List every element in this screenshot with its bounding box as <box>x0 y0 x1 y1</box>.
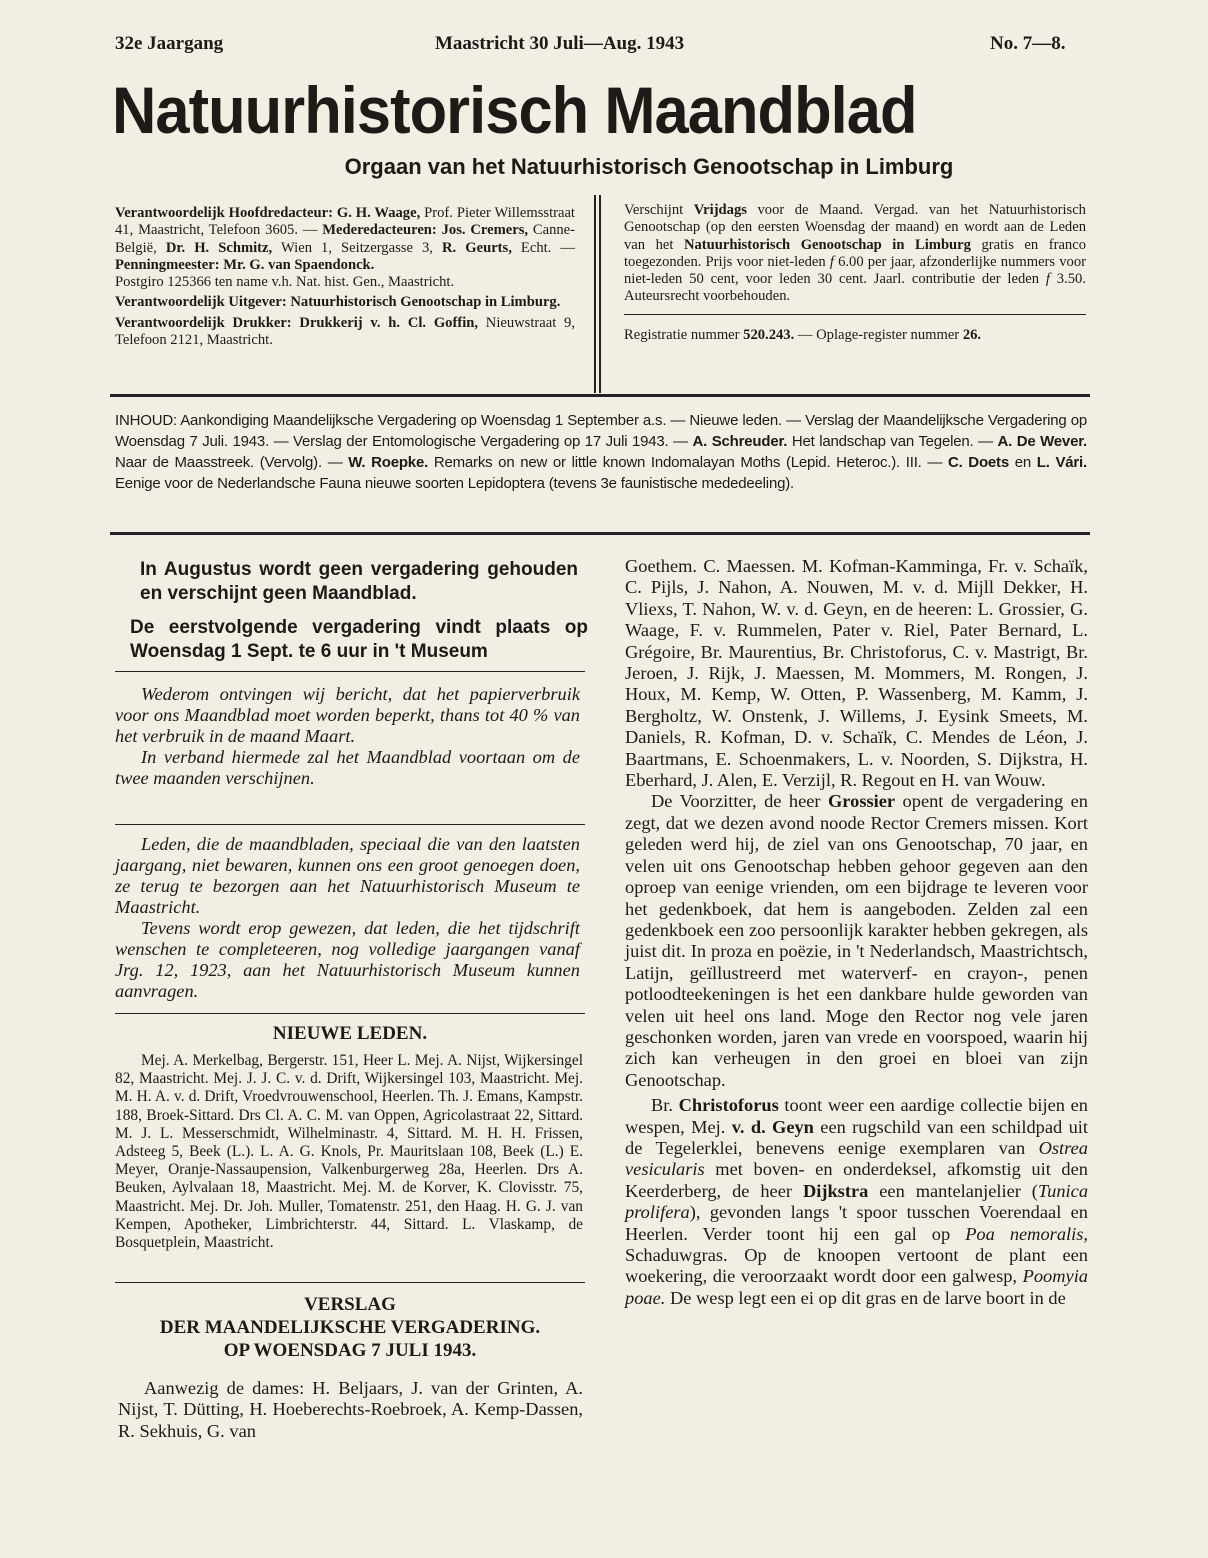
text-run: Het landschap van Tegelen. — <box>787 433 998 450</box>
members-heading: NIEUWE LEDEN. <box>272 1023 428 1044</box>
text-run: gratis en franco toegezonden. Prijs voor niet-leden <box>624 236 1086 270</box>
announcement: In Augustus wordt geen vergadering gehouden en verschijnt geen Maandblad. <box>140 559 578 604</box>
notice-text: Tevens wordt erop gewezen, dat leden, die het tijdschrift wenschen te completeeren, nog volledige jaargangen vanaf Jrg. 12, 1923, aan het Natuurhistorisch Museum kunnen aanvragen. <box>115 918 580 1001</box>
editors <box>115 205 575 274</box>
report-heading <box>115 1293 585 1362</box>
editorial-info <box>115 205 575 349</box>
divider <box>115 1282 585 1283</box>
bold-text: 26. <box>962 326 982 343</box>
bold-text: Natuurhistorisch Genootschap in Limburg <box>683 236 971 253</box>
text-run: Verschijnt <box>624 202 694 218</box>
text-run: 6.00 per jaar, afzonderlijke nummers voor niet-leden 50 cent, voor leden 30 cent. Jaarl. contributie der leden <box>624 253 1086 288</box>
bold-text: 520.243. <box>743 326 795 343</box>
text-run: Canne-België, <box>115 222 575 256</box>
text-run: Echt. — <box>511 239 575 256</box>
text-run: Postgiro 125366 ten name v.h. Nat. hist. Gen., Maastricht. <box>115 274 455 291</box>
report-heading-line: VERSLAG <box>304 1294 396 1315</box>
text-run: toont weer een aardige collectie bijen en wespen, Mej. <box>625 1095 1088 1137</box>
text-run: Prof. Pieter Willemsstraat 41, Maastricht, Telefoon 3605. — <box>115 205 575 239</box>
text-run: De Voorzitter, de heer <box>651 791 828 812</box>
text-run: 3.50. Auteursrecht voorbehouden. <box>624 271 1086 305</box>
divider <box>624 314 1086 315</box>
bold-text: Vrijdags <box>693 202 747 218</box>
bold-text: Dr. H. Schmitz, <box>165 239 273 256</box>
text-run: INHOUD: Aankondiging Maandelijksche Vergadering op Woensdag 1 September a.s. — Nieuwe leden. — Verslag der Maandelijksche Vergadering op Woensdag 7 Juli. 1943. — Verslag der Entomologische Vergadering op 17 Juli 1943. — <box>115 412 1087 450</box>
subscription-info <box>624 202 1086 306</box>
column-divider <box>594 195 601 393</box>
registration <box>624 327 1086 344</box>
paper-notice <box>115 684 580 789</box>
journal-title: Natuurhistorisch Maandblad <box>112 73 917 147</box>
divider <box>110 394 1090 397</box>
text-run: De wesp legt een ei op dit gras en de larve boort in de <box>665 1287 1066 1308</box>
next-meeting: De eerstvolgende vergadering vindt plaats op Woensdag 1 Sept. te 6 uur in 't Museum <box>130 617 588 662</box>
attendance-continued <box>625 556 1088 791</box>
notice-text: Leden, die de maandbladen, speciaal die van den laatsten jaargang, niet bewaren, kunnen ons een groot genoegen doen, ze terug te bezorgen aan het Natuurhistorisch Museum te Maastricht. <box>115 834 580 917</box>
postgiro <box>115 274 575 291</box>
journal-subtitle: Orgaan van het Natuurhistorisch Genootschap in Limburg <box>344 154 954 179</box>
text-run: Eenige voor de Nederlandsche Fauna nieuwe soorten Lepidoptera (tevens 3e faunistische mededeeling). <box>115 475 794 492</box>
italic-text: f <box>829 253 834 270</box>
volume: 32e Jaargang <box>115 33 224 54</box>
printer <box>115 315 575 350</box>
report-heading-line: OP WOENSDAG 7 JULI 1943. <box>223 1340 477 1361</box>
bold-text: Grossier <box>828 791 896 812</box>
text-run: Wien 1, Seitzergasse 3, <box>272 239 442 256</box>
notice-text: Wederom ontvingen wij bericht, dat het papierverbruik voor ons Maandblad moet worden beperkt, thans tot 40 % van het verbruik in de maand Maart. <box>115 684 580 746</box>
new-members-list: Mej. A. Merkelbag, Bergerstr. 151, Heer L. Mej. A. Nijst, Wijkersingel 82, Maastricht. Mej. J. J. C. v. d. Drift, Wijkersingel 103, Maastricht. Mej. M. H. A. v. d. Drift, Vroedvrouwenschool, Heerlen. Th. J. Emans, Kampstr. 188, Broek-Sittard. Drs Cl. A. C. M. van Oppen, Agricolastraat 22, Sittard. M. J. L. Messerschmidt, Wilhelminastr. 4, Sittard. M. H. H. Frissen, Adsteeg 5, Beek (L.). L. A. G. Knols, Pr. Mauritslaan 108, Beek (L.) E. Meyer, Oranje-Nassaupension, Valkenburgerweg 28a, Heerlen. Drs A. Beuken, Aylvalaan 18, Maastricht. Mej. M. de Korver, K. Clovisstr. 75, Maastricht. Mej. Dr. Joh. Muller, Tomatenstr. 251, den Haag. H. G. J. van Kempen, Apotheker, Limbrichterstr. 44, Sittard. L. Vlaskamp, de Bosquetplein, Maastricht. <box>115 1052 583 1252</box>
bold-text: Verantwoordelijk Drukker: Drukkerij v. h. Cl. Goffin, <box>115 314 479 331</box>
bold-text: v. d. Geyn <box>731 1116 814 1137</box>
bold-text: Mederedacteuren: Jos. Cremers, <box>322 222 529 239</box>
left-column <box>130 558 588 664</box>
text-run: voor de Maand. Vergad. van het Natuurhistorisch Genootschap (op den eersten Woensdag der maand) en wordt aan de Leden van het <box>624 202 1086 253</box>
text-run: Remarks on new or little known Indomalayan Moths (Lepid. Heteroc.). III. — <box>428 454 948 471</box>
exhibits-paragraph <box>625 1095 1088 1309</box>
divider <box>115 1013 585 1014</box>
text-run: een mantelanjelier ( <box>868 1180 1038 1201</box>
issue-date: Maastricht 30 Juli—Aug. 1943 <box>435 33 685 54</box>
text-run: Nieuwstraat 9, Telefoon 2121, Maastricht. <box>115 314 575 349</box>
table-of-contents <box>115 410 1087 494</box>
text-run: Naar de Maasstreek. (Vervolg). — <box>115 454 349 471</box>
text-run: Schaduwgras. Op de knoopen vertoont de plant een woekering, die veroorzaakt wordt door een galwesp, <box>625 1245 1088 1287</box>
italic-text: Ostrea vesicularis <box>625 1137 1088 1180</box>
right-column <box>625 556 1088 1309</box>
bold-text: R. Geurts, <box>442 239 512 256</box>
text-run: — Oplage-register nummer <box>794 326 963 343</box>
publication-info <box>624 202 1086 344</box>
italic-text: Poa nemoralis, <box>965 1223 1088 1244</box>
bold-text: A. De Wever. <box>997 433 1087 450</box>
bold-text: Verantwoordelijk Hoofdredacteur: G. H. Waage, <box>115 205 421 221</box>
divider <box>115 671 585 672</box>
bold-text: Verantwoordelijk Uitgever: Natuurhistorisch Genootschap in Limburg. <box>115 294 561 311</box>
bold-text: W. Roepke. <box>348 454 429 471</box>
divider <box>115 824 585 825</box>
return-notice <box>115 834 580 1002</box>
bold-text: Dijkstra <box>802 1180 869 1201</box>
italic-text: Tunica prolifera <box>625 1180 1089 1223</box>
bold-text: L. Vári. <box>1036 454 1087 471</box>
italic-text: f <box>1045 271 1050 288</box>
text-run: een rugschild van een schildpad uit de Tegelerklei, benevens eenige exemplaren van <box>625 1116 1088 1158</box>
text-run: Br. <box>651 1095 679 1116</box>
text-run: Registratie nummer <box>624 326 744 343</box>
chairman-paragraph <box>625 791 1088 1091</box>
text-run: opent de vergadering en zegt, dat we dezen avond noode Rector Cremers missen. Kort geleden werd hij, de ziel van ons Genootschap, 70 jaar, en velen uit ons Genootschap hebben gehoor gegeven aan den oproep van eenige vrienden, om een bijdrage te leveren voor het gedenkboek, dat hem is aangeboden. Zelden zal een gedenkboek een zoo persoonlijk karakter hebben gekregen, als juist dit. In proza en poëzie, in 't Nederlandsch, Maastrichtsch, Latijn, geïllustreerd met waterverf- en crayon-, penen potloodteekeningen is het een dankbare hulde geworden van velen uit heel ons land. Moge den Rector nog vele jaren geschonken worden, jaren van vrede en voorspoed, waarin hij zich kan verheugen in den groei en bloei van zijn Genootschap. <box>625 791 1088 1090</box>
italic-text: Poomyia poae. <box>625 1266 1088 1308</box>
publisher <box>115 294 575 311</box>
issue-number: No. 7—8. <box>990 33 1066 54</box>
divider <box>110 532 1090 535</box>
bold-text: Christoforus <box>678 1095 779 1116</box>
attendance-text: Aanwezig de dames: H. Beljaars, J. van der Grinten, A. Nijst, T. Dütting, H. Hoeberechts-Roebroek, A. Kemp-Dassen, R. Sekhuis, G. van <box>118 1378 583 1441</box>
text-run: met boven- en onderdeksel, afkomstig uit den Keerderberg, de heer <box>625 1159 1088 1201</box>
text-run: ), gevonden langs 't spoor tusschen Voerendaal en Heerlen. Verder toont hij een gal op <box>625 1202 1088 1244</box>
text-run: en <box>1008 454 1037 471</box>
notice-text: In verband hiermede zal het Maandblad voortaan om de twee maanden verschijnen. <box>115 747 580 788</box>
text-run: Goethem. C. Maessen. M. Kofman-Kamminga, Fr. v. Schaïk, C. Pijls, J. Nahon, A. Nouwen, M. v. d. Mijll Dekker, H. Vliexs, T. Nahon, W. v. d. Geyn, en de heeren: L. Grossier, G. Waage, F. v. Rummelen, Pater v. Riel, Pater Bernard, L. Grégoire, Br. Maurentius, Br. Christoforus, C. v. Mastrigt, Br. Jeroen, J. Rijk, J. Maessen, M. Mommers, M. Rongen, J. Houx, M. Kemp, W. Otten, P. Wassenberg, M. Kamm, J. Bergholtz, W. Onstenk, J. Willems, J. Eysink Smeets, M. Daniels, R. Kofman, D. v. Schaïk, C. Mendes de Léon, J. Baartmans, E. Schoenmakers, L. v. Noorden, S. Dijkstra, H. Eberhard, J. Alen, E. Verzijl, R. Regout en H. van Wouw. <box>625 556 1088 791</box>
report-heading-line: DER MAANDELIJKSCHE VERGADERING. <box>159 1317 541 1338</box>
bold-text: A. Schreuder. <box>692 433 788 450</box>
bold-text: C. Doets <box>947 454 1009 471</box>
bold-text: Penningmeester: Mr. G. van Spaendonck. <box>115 256 375 273</box>
